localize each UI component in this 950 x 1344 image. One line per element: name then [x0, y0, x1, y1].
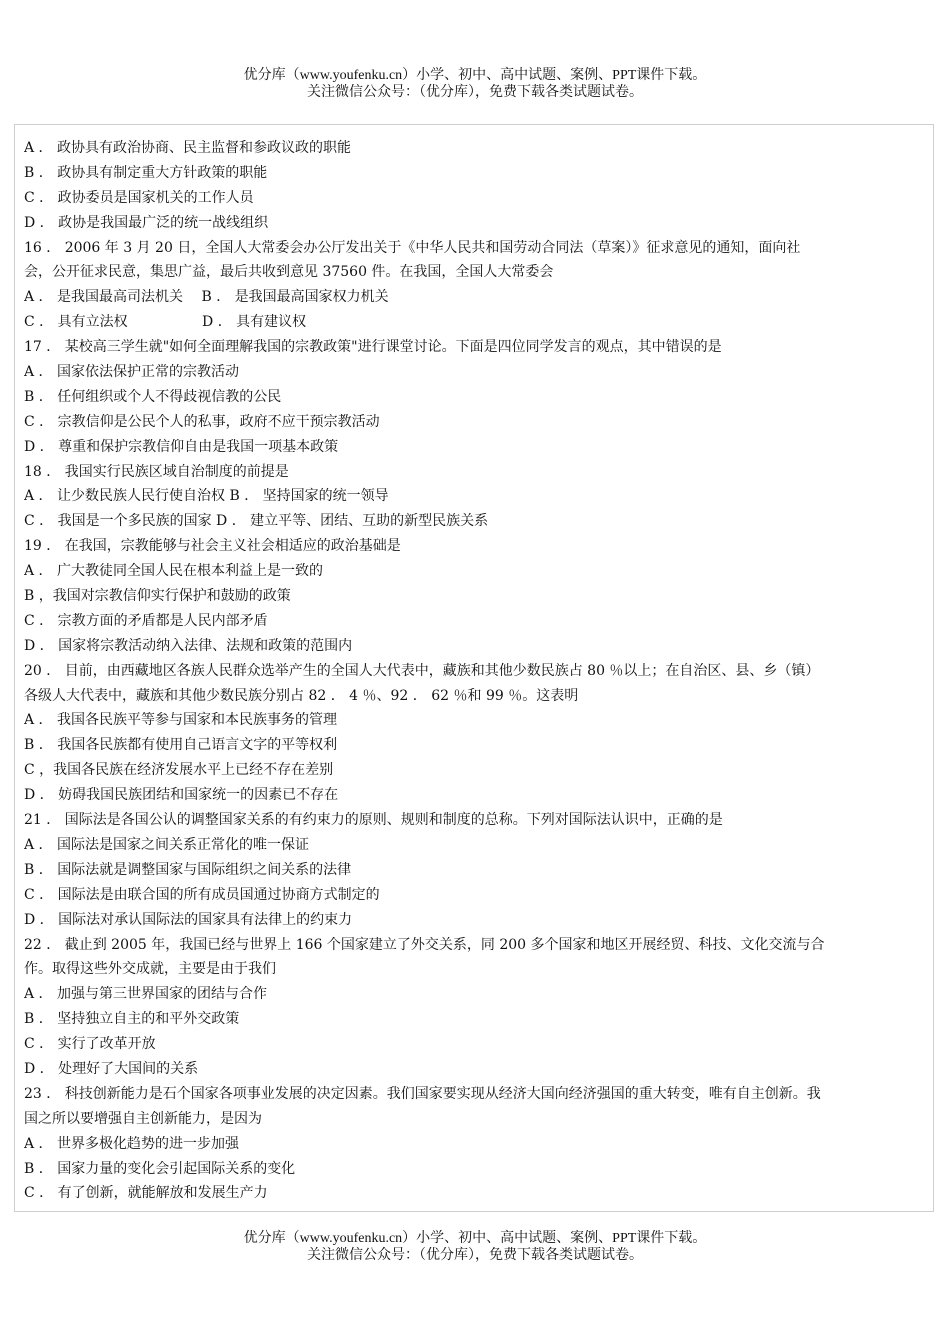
text-line: D ． 政协是我国最广泛的统一战线组织 [24, 214, 269, 231]
text-line: A ． 广大教徒同全国人民在根本利益上是一致的 [24, 563, 324, 580]
footer-line-2: 关注微信公众号：（优分库），免费下载各类试题试卷。 [307, 1248, 643, 1263]
text-line: B ． 我国各民族都有使用自己语言文字的平等权利 [24, 737, 338, 754]
text-line: 会，公开征求民意，集思广益，最后共收到意见 37560 件。在我国，全国人大常委会 [24, 264, 554, 281]
text-line: C ． 实行了改革开放 [24, 1036, 156, 1053]
text-line: B ． 国家力量的变化会引起国际关系的变化 [24, 1160, 296, 1177]
text-line: C ． 具有立法权 D ． 具有建议权 [24, 314, 307, 331]
text-line: A ． 我国各民族平等参与国家和本民族事务的管理 [24, 712, 338, 729]
text-line: C ，我国各民族在经济发展水平上已经不存在差别 [24, 762, 334, 779]
text-line: 20 ． 目前，由西藏地区各族人民群众选举产生的全国人大代表中，藏族和其他少数民族占 80 ％以上；在自治区、县、乡（镇） [24, 662, 820, 679]
text-line: 16 ． 2006 年 3 月 20 日，全国人大常委会办公厅发出关于《中华人民共和国劳动合同法（草案）》征求意见的通知，面向社 [24, 239, 801, 256]
text-line: A ． 是我国最高司法机关 B ． 是我国最高国家权力机关 [24, 289, 389, 306]
text-line: A ． 国家依法保护正常的宗教活动 [24, 364, 240, 381]
text-line: A ． 世界多极化趋势的进一步加强 [24, 1135, 240, 1152]
text-line: 作。取得这些外交成就，主要是由于我们 [24, 961, 276, 978]
text-line: A ． 加强与第三世界国家的团结与合作 [24, 986, 268, 1003]
text-line: C ． 有了创新，就能解放和发展生产力 [24, 1185, 268, 1202]
footer-line-1: 优分库（www.youfenku.cn）小学、初中、高中试题、案例、PPT课件下载。 [243, 1231, 707, 1246]
text-line: D ． 处理好了大国间的关系 [24, 1060, 199, 1077]
text-line: 国之所以要增强自主创新能力，是因为 [24, 1110, 262, 1127]
text-line: C ． 国际法是由联合国的所有成员国通过协商方式制定的 [24, 886, 380, 903]
text-line: D ． 尊重和保护宗教信仰自由是我国一项基本政策 [24, 438, 339, 455]
text-line: A ． 政协具有政治协商、民主监督和参政议政的职能 [24, 140, 352, 156]
text-line: B ． 政协具有制定重大方针政策的职能 [24, 164, 268, 181]
text-line: A ． 让少数民族人民行使自治权 B ． 坚持国家的统一领导 [24, 488, 389, 505]
page-header [0, 67, 950, 101]
text-line: 21 ． 国际法是各国公认的调整国家关系的有约束力的原则、规则和制度的总称。下列对国际法认识中，正确的是 [24, 812, 723, 829]
text-line: 各级人大代表中，藏族和其他少数民族分别占 82 ． 4 ％、92 ． 62 ％和 99 ％。这表明 [24, 687, 579, 704]
text-line: 22 ． 截止到 2005 年，我国已经与世界上 166 个国家建立了外交关系，同 200 多个国家和地区开展经贸、科技、文化交流与合 [24, 936, 825, 953]
page-footer [0, 1230, 950, 1264]
question-content [24, 136, 924, 1206]
text-line: C ． 宗教方面的矛盾都是人民内部矛盾 [24, 612, 268, 629]
text-line: B ． 国际法就是调整国家与国际组织之间关系的法律 [24, 861, 352, 878]
text-line: C ． 我国是一个多民族的国家 D ． 建立平等、团结、互助的新型民族关系 [24, 513, 489, 530]
text-line: B ，我国对宗教信仰实行保护和鼓励的政策 [24, 588, 291, 605]
text-line: B ． 任何组织或个人不得歧视信教的公民 [24, 388, 282, 405]
text-line: D ． 妨碍我国民族团结和国家统一的因素已不存在 [24, 787, 339, 804]
text-line: D ． 国际法对承认国际法的国家具有法律上的约束力 [24, 911, 353, 928]
text-line: 18 ． 我国实行民族区域自治制度的前提是 [24, 463, 289, 480]
header-line-2: 关注微信公众号：（优分库），免费下载各类试题试卷。 [307, 85, 643, 100]
text-line: C ． 政协委员是国家机关的工作人员 [24, 189, 254, 206]
text-line: B ． 坚持独立自主的和平外交政策 [24, 1011, 240, 1028]
text-line: C ． 宗教信仰是公民个人的私事，政府不应干预宗教活动 [24, 413, 380, 430]
text-line: D ． 国家将宗教活动纳入法律、法规和政策的范围内 [24, 637, 353, 654]
header-line-1: 优分库（www.youfenku.cn）小学、初中、高中试题、案例、PPT课件下载。 [243, 68, 707, 83]
text-line: A ． 国际法是国家之间关系正常化的唯一保证 [24, 836, 310, 853]
text-line: 23 ． 科技创新能力是石个国家各项事业发展的决定因素。我们国家要实现从经济大国向经济强国的重大转变，唯有自主创新。我 [24, 1085, 821, 1102]
text-line: 19 ． 在我国，宗教能够与社会主义社会相适应的政治基础是 [24, 538, 401, 555]
text-line: 17 ． 某校高三学生就"如何全面理解我国的宗教政策"进行课堂讨论。下面是四位同学发言的观点，其中错误的是 [24, 339, 722, 356]
